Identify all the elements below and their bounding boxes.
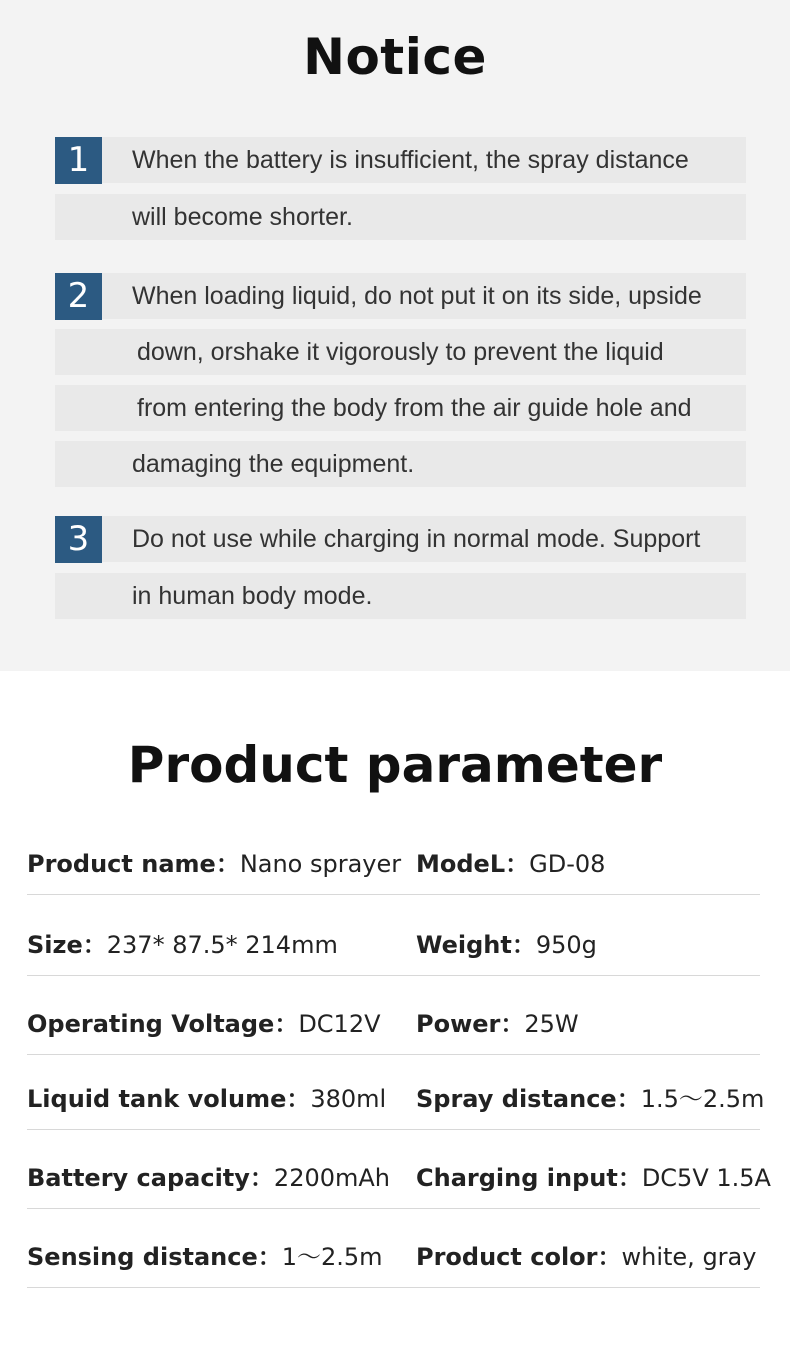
- notice-line: down, orshake it vigorously to prevent the liquid: [137, 338, 664, 366]
- parameter-separator: ：: [82, 931, 107, 959]
- parameter-value: 2200mAh: [273, 1164, 391, 1192]
- parameter-row: [27, 1008, 760, 1056]
- parameter-cell: [27, 1241, 383, 1273]
- notice-line: damaging the equipment.: [132, 450, 415, 478]
- parameter-value: white, gray: [621, 1243, 757, 1271]
- parameter-cell: [416, 848, 605, 880]
- notice-item-2: [55, 273, 746, 488]
- parameter-separator: ：: [505, 850, 530, 878]
- parameter-label: Charging input: [416, 1164, 618, 1192]
- parameter-cell: [27, 929, 338, 961]
- parameter-separator: ：: [286, 1085, 311, 1113]
- parameter-label: Size: [27, 931, 83, 959]
- notice-item-1: [55, 137, 746, 241]
- notice-line: When loading liquid, do not put it on its side, upside: [132, 282, 702, 310]
- row-divider: [27, 894, 760, 895]
- notice-item-3: [55, 516, 746, 620]
- parameter-value: GD-08: [529, 850, 606, 878]
- parameter-separator: ：: [249, 1164, 274, 1192]
- parameter-label: Spray distance: [416, 1085, 617, 1113]
- parameter-separator: ：: [616, 1085, 641, 1113]
- parameter-separator: ：: [511, 931, 536, 959]
- notice-line: from entering the body from the air guide hole and: [137, 394, 692, 422]
- row-divider: [27, 1208, 760, 1209]
- parameter-title: Product parameter: [127, 736, 663, 794]
- parameter-value: 1.5～2.5m: [640, 1085, 765, 1113]
- parameter-label: Battery capacity: [27, 1164, 250, 1192]
- parameter-cell: [27, 848, 401, 880]
- parameter-label: Liquid tank volume: [27, 1085, 287, 1113]
- number-badge: 1: [55, 137, 102, 184]
- parameter-value: 1～2.5m: [281, 1243, 383, 1271]
- parameter-separator: ：: [215, 850, 240, 878]
- parameter-label: ModeL: [416, 850, 506, 878]
- parameter-label: Weight: [416, 931, 512, 959]
- parameter-cell: [416, 1241, 756, 1273]
- parameter-row: [27, 1162, 771, 1210]
- parameter-cell: [27, 1162, 390, 1194]
- parameter-label: Sensing distance: [27, 1243, 258, 1271]
- notice-line: in human body mode.: [132, 582, 373, 610]
- parameter-label: Product color: [416, 1243, 598, 1271]
- notice-line: When the battery is insufficient, the spray distance: [132, 146, 689, 174]
- parameter-label: Power: [416, 1010, 501, 1038]
- parameter-row: [27, 929, 760, 977]
- row-divider: [27, 1287, 760, 1288]
- row-divider: [27, 975, 760, 976]
- parameter-row: [27, 1083, 765, 1131]
- parameter-cell: [416, 1162, 771, 1194]
- parameter-label: Product name: [27, 850, 216, 878]
- row-divider: [27, 1129, 760, 1130]
- parameter-value: DC12V: [298, 1010, 381, 1038]
- parameter-row: [27, 1241, 760, 1289]
- row-divider: [27, 1054, 760, 1055]
- parameter-row: [27, 848, 760, 896]
- parameter-separator: ：: [617, 1164, 642, 1192]
- parameter-separator: ：: [274, 1010, 299, 1038]
- parameter-value: 380ml: [310, 1085, 387, 1113]
- notice-section: [0, 0, 790, 671]
- parameter-separator: ：: [257, 1243, 282, 1271]
- notice-line: Do not use while charging in normal mode. Support: [132, 525, 701, 553]
- parameter-cell: [416, 1008, 579, 1040]
- parameter-cell: [27, 1008, 381, 1040]
- parameter-label: Operating Voltage: [27, 1010, 275, 1038]
- parameter-cell: [416, 929, 597, 961]
- parameter-value: 950g: [535, 931, 597, 959]
- parameter-separator: ：: [597, 1243, 622, 1271]
- parameter-value: DC5V 1.5A: [641, 1164, 771, 1192]
- parameter-cell: [27, 1083, 386, 1115]
- parameter-value: 237* 87.5* 214mm: [106, 931, 338, 959]
- number-badge: 3: [55, 516, 102, 563]
- parameter-value: Nano sprayer: [239, 850, 402, 878]
- notice-line: will become shorter.: [132, 203, 353, 231]
- parameter-separator: ：: [500, 1010, 525, 1038]
- notice-title: Notice: [303, 28, 487, 86]
- number-badge: 2: [55, 273, 102, 320]
- parameter-value: 25W: [524, 1010, 579, 1038]
- parameter-cell: [416, 1083, 764, 1115]
